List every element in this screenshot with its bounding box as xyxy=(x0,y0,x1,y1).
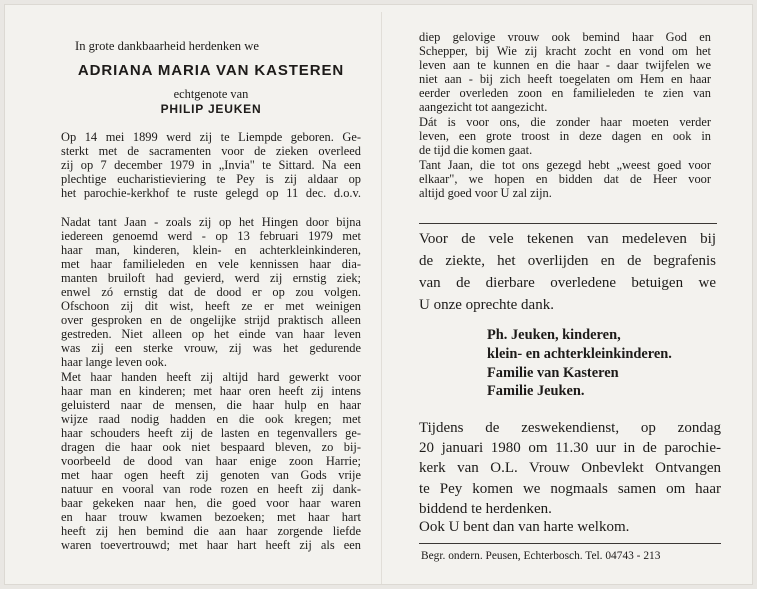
text-line: U onze oprechte dank. xyxy=(419,297,554,313)
text-line: en haar trouw kwamen bezoeken; met haar hart xyxy=(61,510,361,524)
text-line: te Pey komen we nogmaals samen om haar xyxy=(419,481,721,497)
text-line: natuur en vooral van rode rozen en heeft zij dank- xyxy=(61,482,361,496)
text-line: heeft zij hen bemind die aan haar zorgende liefde xyxy=(61,524,361,538)
text-line: met haar familieleden en vele kennissen haar dia- xyxy=(61,257,361,271)
text-line: over gesproken en de ongelijke strijd praktisch alleen xyxy=(61,313,361,327)
text-line: biddend te herdenken. xyxy=(419,501,552,517)
text-line: geluisterd naar de mensen, die haar hulp en haar xyxy=(61,398,361,412)
text-line: diep gelovige vrouw ook bemind haar God en xyxy=(419,30,711,44)
text-line: Tijdens de zeswekendienst, op zondag xyxy=(419,420,721,436)
text-line: Op 14 mei 1899 werd zij te Liempde geboren. Ge- xyxy=(61,130,361,144)
text-line: Tant Jaan, die tot ons gezegd hebt „weest goed voor xyxy=(419,158,711,172)
text-line: haar man, kinderen, klein- en achterkleinkinderen, xyxy=(61,243,361,257)
fold-line xyxy=(381,12,382,584)
text-line: de ziekte, het overlijden en de begrafenis xyxy=(419,253,716,269)
divider xyxy=(419,543,721,544)
text-line: van de dierbare overledene betuigen we xyxy=(419,275,716,291)
text-line: niet aan - bij zich heeft toegelaten om Hem en haar xyxy=(419,72,711,86)
text-line: Met haar handen heeft zij altijd hard gewerkt voor xyxy=(61,370,361,384)
text-line: Dát is voor ons, die zonder haar moeten verder xyxy=(419,115,711,129)
text-line: 20 januari 1980 om 11.30 uur in de parochie- xyxy=(419,440,721,456)
text-line: was zij een sterke vrouw, zij was het gedurende xyxy=(61,341,361,355)
signature-line: klein- en achterkleinkinderen. xyxy=(487,346,672,362)
signature-line: Familie van Kasteren xyxy=(487,365,619,381)
text-line: Ofschoon zij dit wist, heeft ze er met weinigen xyxy=(61,299,361,313)
intro-text: In grote dankbaarheid herdenken we xyxy=(75,39,259,53)
text-line: altijd goed voor U zal zijn. xyxy=(419,186,552,200)
text-line: haar man en kinderen; met haar oren heeft zij intens xyxy=(61,384,361,398)
text-line: leven aan te kunnen en die haar - daar twijfelen we xyxy=(419,58,711,72)
text-line: dragen die haar ook niet bespaard bleven, zo bij- xyxy=(61,440,361,454)
text-line: leven, een grote troost in deze dagen en ook in xyxy=(419,129,711,143)
text-line: haar schouders heeft zij de lasten en tegenvallers ge- xyxy=(61,426,361,440)
text-line: manten bruiloft had gevierd, werd zij ernstig ziek; xyxy=(61,271,361,285)
memorial-card xyxy=(4,4,753,585)
signature-line: Familie Jeuken. xyxy=(487,383,585,399)
text-line: sterkt met de sacramenten voor de zieken overleed xyxy=(61,144,361,158)
text-line: haar lange leven ook. xyxy=(61,355,167,369)
text-line: enwel zó ernstig dat de dood er op zou volgen. xyxy=(61,285,361,299)
text-line: voorbeeld de dood van haar enige zoon Harrie; xyxy=(61,454,361,468)
text-line: zij op 7 december 1979 in „Invia" te Sittard. Na een xyxy=(61,158,361,172)
text-line: Nadat tant Jaan - zoals zij op het Hingen door bijna xyxy=(61,215,361,229)
text-line: de tijd die komen gaat. xyxy=(419,143,533,157)
text-line: elkaar", we hopen en bidden dat de Heer voor xyxy=(419,172,711,186)
signature-line: Ph. Jeuken, kinderen, xyxy=(487,327,621,343)
text-line: baar gekeken naar hen, die goed voor haar waren xyxy=(61,496,361,510)
text-line: aangezicht tot aangezicht. xyxy=(419,100,548,114)
text-line: waren toevertrouwd; met haar hart heeft zij als een xyxy=(61,538,361,552)
text-line: met haar ogen heeft zij genoten van Gods vrije xyxy=(61,468,361,482)
divider xyxy=(419,223,717,224)
text-line: wijze raad nodig hadden en die ook kregen; met xyxy=(61,412,361,426)
text-line: eerder overleden zoon en familieleden te zien van xyxy=(419,86,711,100)
husband-name: PHILIP JEUKEN xyxy=(160,102,262,116)
undertaker-footer: Begr. ondern. Peusen, Echterbosch. Tel. 04743 - 213 xyxy=(421,550,661,562)
text-line: het parochie-kerkhof te ruste gelegd op 11 dec. d.o.v. xyxy=(61,186,361,200)
text-line: Ook U bent dan van harte welkom. xyxy=(419,519,630,535)
spouse-label: echtgenote van xyxy=(173,87,249,101)
text-line: Voor de vele tekenen van medeleven bij xyxy=(419,231,716,247)
text-line: gestreden. Niet alleen op het einde van haar leven xyxy=(61,327,361,341)
deceased-name: ADRIANA MARIA VAN KASTEREN xyxy=(77,62,345,79)
text-line: kerk van O.L. Vrouw Onbevlekt Ontvangen xyxy=(419,460,721,476)
text-line: iedereen genoemd werd - op 13 februari 1979 met xyxy=(61,229,361,243)
text-line: Schepper, bij Wie zij kracht zocht en vond om het xyxy=(419,44,711,58)
text-line: plechtige eucharistieviering te Pey is zij aldaar op xyxy=(61,172,361,186)
